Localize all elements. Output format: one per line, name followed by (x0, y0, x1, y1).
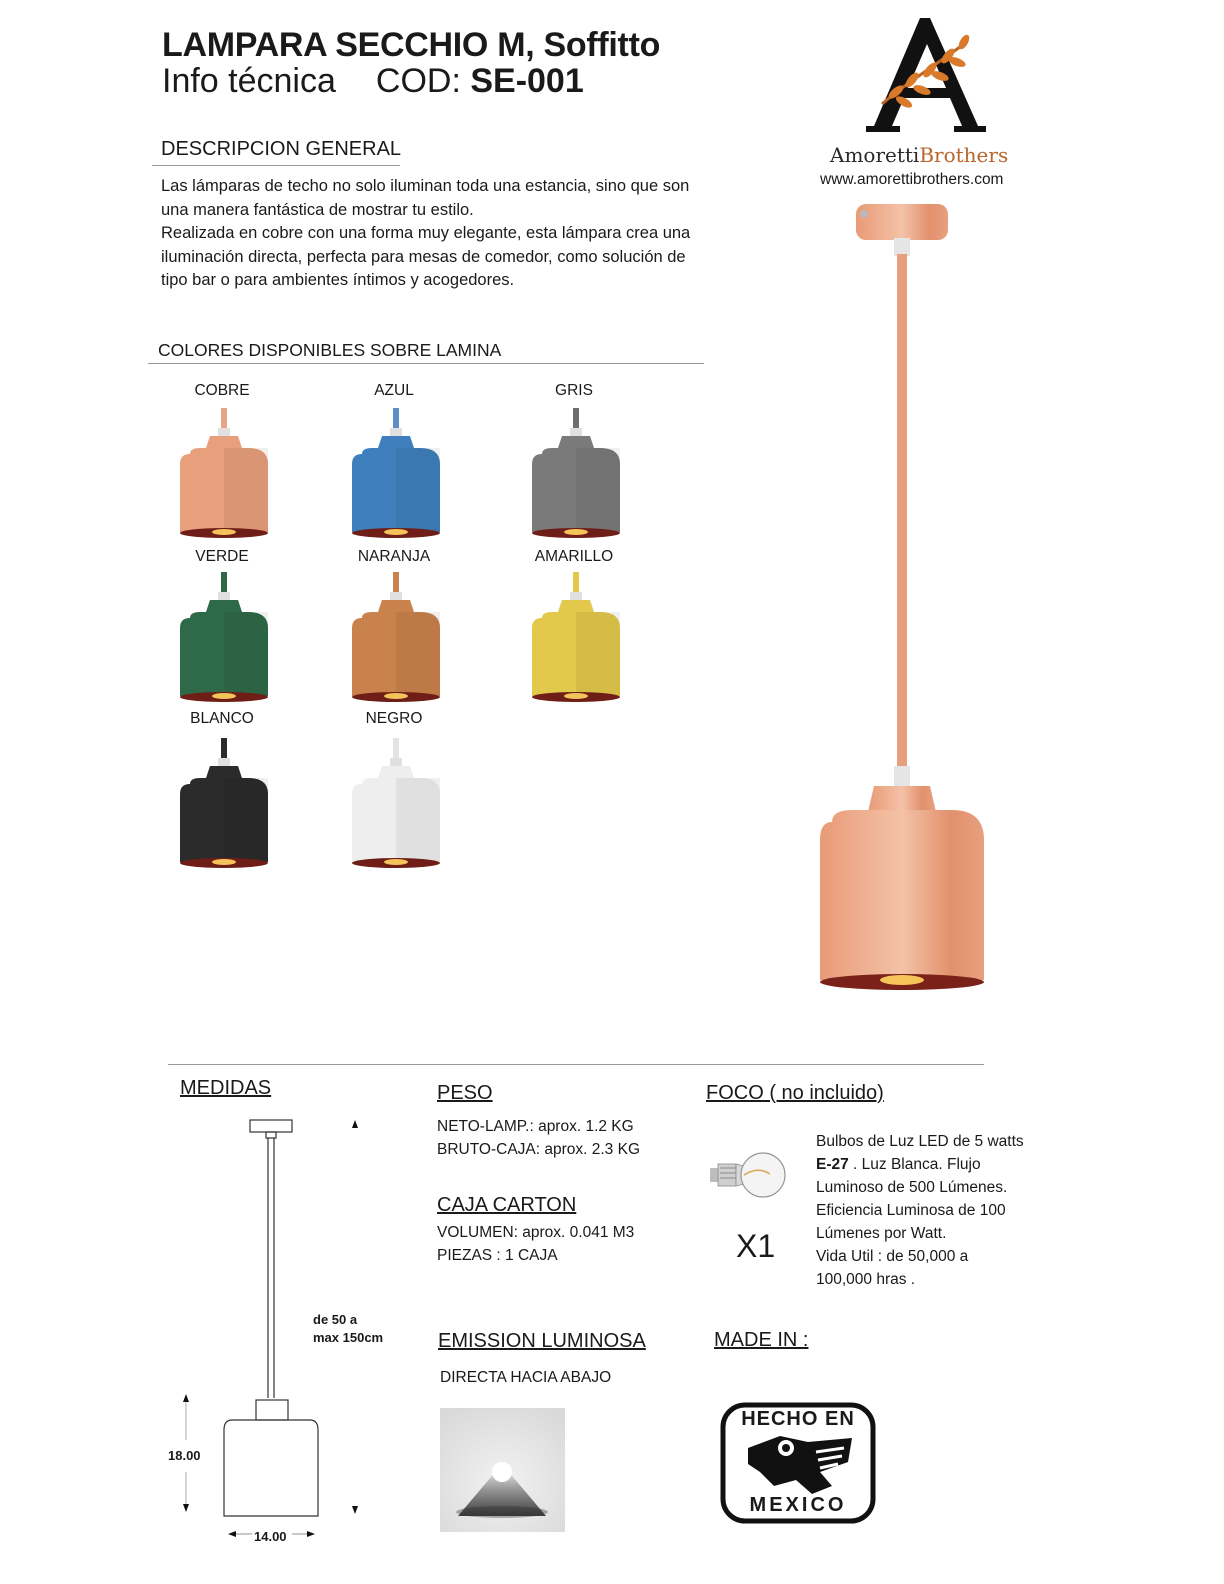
color-swatch-label: AZUL (374, 382, 414, 399)
color-swatch-lamp (528, 572, 624, 709)
stamp-bottom-text: MEXICO (749, 1494, 847, 1516)
colors-heading: COLORES DISPONIBLES SOBRE LAMINA (158, 340, 502, 360)
pendant-lamp-icon (348, 408, 444, 540)
pendant-lamp-icon (176, 408, 272, 540)
color-swatch-lamp (348, 408, 444, 545)
pendant-lamp-icon (528, 572, 624, 704)
pendant-lamp-icon (348, 738, 444, 870)
description-line: tipo bar o para ambientes íntimos y acogedores. (161, 271, 515, 289)
section-rule (168, 1064, 984, 1065)
color-swatch-lamp (348, 572, 444, 709)
bulb-icon (708, 1148, 788, 1204)
pendant-lamp-icon (176, 738, 272, 870)
color-swatch-lamp (176, 572, 272, 709)
color-swatch-label: VERDE (195, 548, 249, 565)
description-text (161, 175, 751, 293)
description-line: una manera fantástica de mostrar tu estilo. (161, 200, 474, 219)
brand-name (830, 143, 1008, 167)
pendant-lamp-icon (176, 572, 272, 704)
pendant-lamp-icon (348, 572, 444, 704)
made-in-heading: MADE IN : (714, 1329, 809, 1351)
light-emission-image (440, 1408, 565, 1532)
cable-length-line1: de 50 a (313, 1312, 358, 1327)
foco-line: Lúmenes por Watt. (816, 1225, 947, 1242)
foco-socket: E-27 (816, 1156, 849, 1173)
brand-name-first: Amoretti (830, 143, 920, 167)
page-subtitle (162, 62, 584, 101)
peso-details (437, 1115, 640, 1161)
color-swatch-lamp (348, 738, 444, 875)
color-swatch-label: COBRE (194, 382, 250, 399)
description-line: Realizada en cobre con una forma muy elegante, esta lámpara crea una (161, 224, 691, 242)
pendant-lamp-icon (528, 408, 624, 540)
product-lamp-image (812, 200, 992, 1000)
foco-heading: FOCO ( no incluido) (706, 1082, 884, 1104)
product-lamp-icon (812, 200, 992, 1000)
peso-neto: NETO-LAMP.: aprox. 1.2 KG (437, 1118, 634, 1135)
caja-details (437, 1221, 634, 1267)
emission-value: DIRECTA HACIA ABAJO (440, 1369, 612, 1386)
bulb-quantity: X1 (736, 1228, 776, 1264)
brand-name-second: Brothers (919, 143, 1009, 167)
foco-line: Luminoso de 500 Lúmenes. (816, 1179, 1008, 1196)
peso-bruto: BRUTO-CAJA: aprox. 2.3 KG (437, 1141, 640, 1158)
description-line: Las lámparas de techo no solo iluminan toda una estancia, sino que son (161, 177, 690, 195)
brand-logo-icon (860, 14, 990, 138)
bulb-image (708, 1148, 788, 1204)
cable-length-line2: max 150cm (313, 1330, 384, 1345)
emission-heading: EMISSION LUMINOSA (438, 1330, 646, 1352)
caja-heading: CAJA CARTON (437, 1194, 577, 1216)
cod-label: COD: (375, 62, 461, 100)
color-swatch-label: AMARILLO (534, 548, 614, 565)
color-swatch-label: NEGRO (365, 710, 423, 727)
peso-heading: PESO (437, 1082, 493, 1104)
color-swatch-lamp (528, 408, 624, 545)
stamp-top-text: HECHO EN (741, 1408, 855, 1430)
color-swatch-lamp (176, 408, 272, 545)
description-heading: DESCRIPCION GENERAL (161, 138, 402, 160)
brand-url[interactable]: www.amorettibrothers.com (820, 171, 1004, 188)
foco-line: Bulbos de Luz LED de 5 watts (816, 1133, 1024, 1150)
description-line: iluminación directa, perfecta para mesas de comedor, como solución de (161, 247, 686, 266)
foco-line: E-27 . Luz Blanca. Flujo (816, 1156, 981, 1173)
height-value: 18.00 (168, 1448, 201, 1463)
caja-piezas: PIEZAS : 1 CAJA (437, 1247, 558, 1264)
subtitle-text: Info técnica (162, 62, 336, 100)
medidas-heading: MEDIDAS (180, 1077, 272, 1099)
description-rule (152, 165, 400, 166)
hecho-en-mexico-stamp (720, 1402, 876, 1524)
foco-line: Eficiencia Luminosa de 100 (816, 1202, 1006, 1219)
cod-value: SE-001 (470, 62, 584, 100)
page-title: LAMPARA SECCHIO M, Soffitto (162, 26, 661, 64)
color-swatch-label: BLANCO (190, 710, 254, 727)
color-swatch-label: GRIS (555, 382, 593, 399)
caja-volumen: VOLUMEN: aprox. 0.041 M3 (437, 1224, 635, 1241)
foco-line: 100,000 hras . (816, 1271, 916, 1288)
brand-logo (860, 14, 990, 138)
foco-details (816, 1130, 1024, 1291)
colors-rule (148, 363, 704, 364)
light-emission-icon (440, 1408, 565, 1532)
color-swatch-lamp (176, 738, 272, 875)
width-value: 14.00 (254, 1529, 287, 1544)
foco-line: Vida Util : de 50,000 a (816, 1248, 969, 1265)
color-swatch-label: NARANJA (357, 548, 431, 565)
